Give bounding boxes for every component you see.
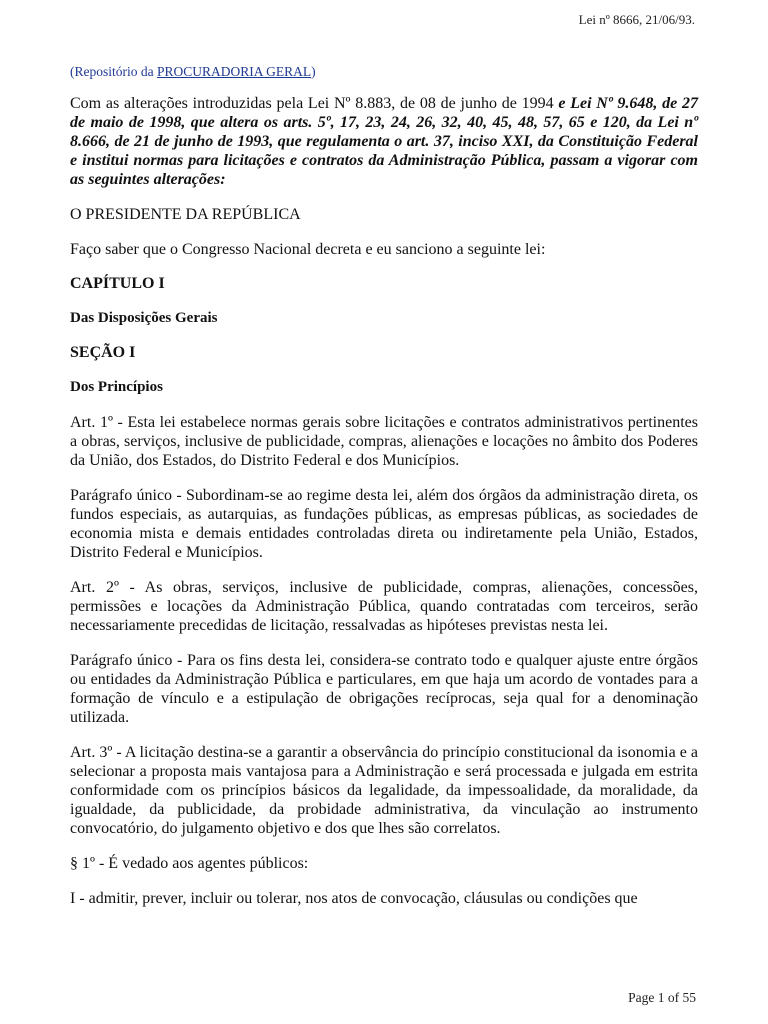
- section-heading: SEÇÃO I: [70, 344, 136, 361]
- article-3-item-i: I - admitir, prever, incluir ou tolerar, nos atos de convocação, cláusulas ou condições que: [70, 890, 638, 907]
- section-title: Dos Princípios: [70, 379, 163, 395]
- repository-prefix: (Repositório da: [70, 64, 157, 79]
- chapter-title: Das Disposições Gerais: [70, 310, 218, 326]
- article-2: Art. 2º - As obras, serviços, inclusive de publicidade, compras, alienações, concessões, permissões e locações da Administração Pública, quando contratadas com terceiros, serão necessariamente precedidas de licitação, ressalvadas as hipóteses previstas nesta lei.: [70, 579, 698, 634]
- decree-statement: Faço saber que o Congresso Nacional decreta e eu sanciono a seguinte lei:: [70, 241, 546, 258]
- intro-bold-italic-text: e Lei Nº 9.648, de 27 de maio de 1998, que altera os arts. 5º, 17, 23, 24, 26, 32, 40, 45, 48, 57, 65 e 120, da Lei nº 8.666, de 21 de junho de 1993, que regulamenta o art. 37, inciso XXI, da Constituição Federal e institui normas para licitações e contratos da Administração Pública, passam a vigorar com as seguintes alterações:: [70, 95, 699, 188]
- law-reference-header: Lei nº 8666, 21/06/93.: [578, 12, 695, 27]
- page-number-footer: Page 1 of 55: [628, 990, 696, 1005]
- repository-suffix: ): [311, 64, 316, 79]
- article-1: Art. 1º - Esta lei estabelece normas gerais sobre licitações e contratos administrativos pertinentes a obras, serviços, inclusive de publicidade, compras, alienações e locações no âmbito dos Poderes da União, dos Estados, do Distrito Federal e dos Municípios.: [70, 414, 698, 469]
- article-3-paragraph-1: § 1º - É vedado aos agentes públicos:: [70, 855, 309, 872]
- repository-line: [70, 64, 698, 80]
- article-2-sole-paragraph: Parágrafo único - Para os fins desta lei, considera-se contrato todo e qualquer ajuste entre órgãos ou entidades da Administração Pública e particulares, em que haja um acordo de vontades para a formação de vínculo e a estipulação de obrigações recíprocas, seja qual for a denominação utilizada.: [70, 652, 698, 726]
- document-body: [70, 64, 698, 924]
- chapter-heading: CAPÍTULO I: [70, 275, 165, 292]
- intro-normal-text: Com as alterações introduzidas pela Lei Nº 8.883, de 08 de junho de 1994: [70, 95, 559, 112]
- article-1-sole-paragraph: Parágrafo único - Subordinam-se ao regime desta lei, além dos órgãos da administração direta, os fundos especiais, as autarquias, as fundações públicas, as empresas públicas, as sociedades de economia mista e demais entidades controladas direta ou indiretamente pela União, Estados, Distrito Federal e Municípios.: [70, 487, 698, 561]
- procuradoria-geral-link[interactable]: PROCURADORIA GERAL: [157, 64, 312, 79]
- president-heading: O PRESIDENTE DA REPÚBLICA: [70, 206, 301, 223]
- intro-paragraph: [70, 94, 698, 189]
- article-3: Art. 3º - A licitação destina-se a garantir a observância do princípio constitucional da isonomia e a selecionar a proposta mais vantajosa para a Administração e será processada e julgada em estrita conformidade com os princípios básicos da legalidade, da impessoalidade, da moralidade, da igualdade, da publicidade, da probidade administrativa, da vinculação ao instrumento convocatório, do julgamento objetivo e dos que lhes são correlatos.: [70, 744, 698, 837]
